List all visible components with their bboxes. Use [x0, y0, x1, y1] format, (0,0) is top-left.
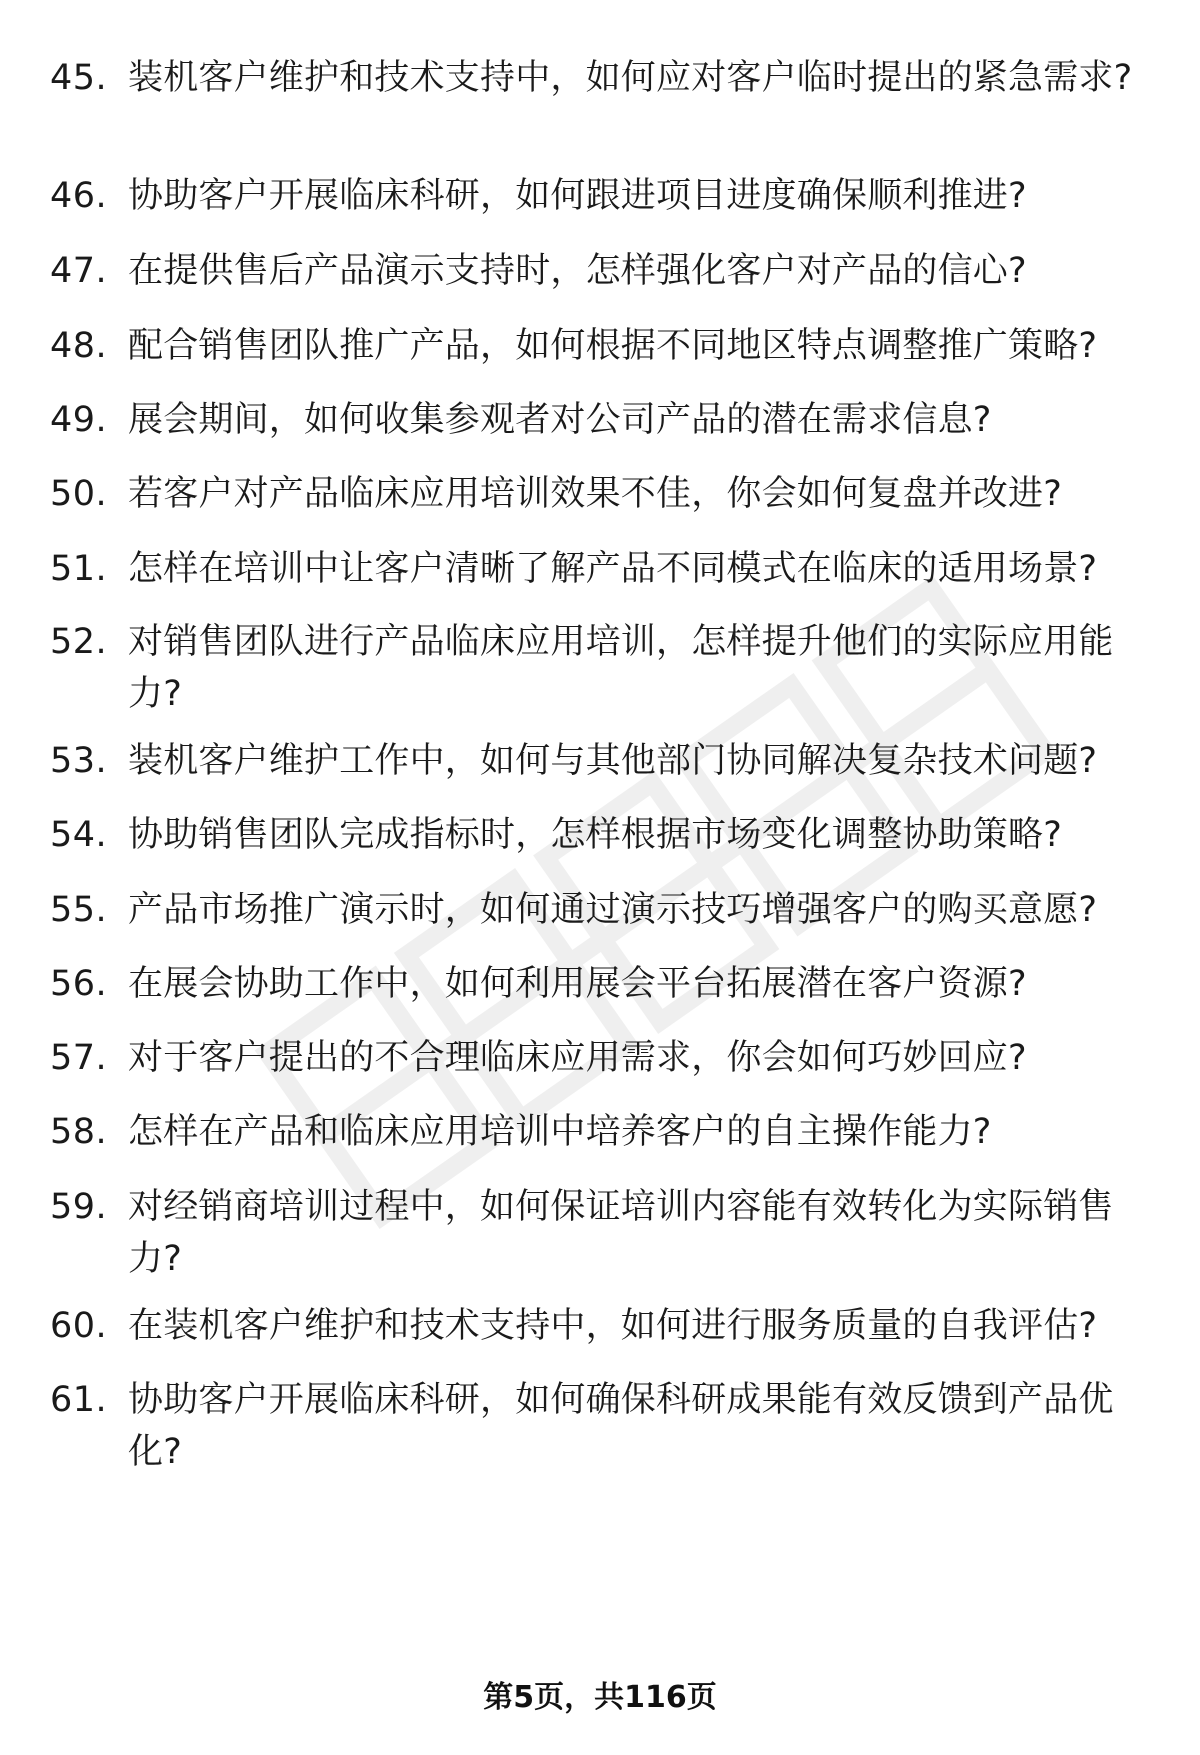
question-text: 在展会协助工作中，如何利用展会平台拓展潜在客户资源? — [128, 964, 1027, 1004]
question-number: 46. — [50, 176, 108, 216]
question-number: 49. — [50, 400, 108, 440]
question-text: 装机客户维护工作中，如何与其他部门协同解决复杂技术问题? — [128, 741, 1098, 781]
question-number: 53. — [50, 741, 108, 781]
question-text: 产品市场推广演示时，如何通过演示技巧增强客户的购买意愿? — [128, 890, 1098, 930]
question-number: 50. — [50, 474, 108, 514]
question-text: 协助销售团队完成指标时，怎样根据市场变化调整协助策略? — [128, 815, 1062, 855]
question-text: 在装机客户维护和技术支持中，如何进行服务质量的自我评估? — [128, 1306, 1098, 1346]
question-number: 54. — [50, 815, 108, 855]
question-number: 56. — [50, 964, 108, 1004]
question-text: 装机客户维护和技术支持中，如何应对客户临时提出的紧急需求? — [128, 58, 1133, 98]
question-number: 55. — [50, 890, 108, 930]
question-text: 若客户对产品临床应用培训效果不佳，你会如何复盘并改进? — [128, 474, 1062, 514]
question-text: 协助客户开展临床科研，如何跟进项目进度确保顺利推进? — [128, 176, 1027, 216]
question-number: 47. — [50, 251, 108, 291]
question-text: 对于客户提出的不合理临床应用需求，你会如何巧妙回应? — [128, 1038, 1027, 1078]
question-number: 52. — [50, 622, 108, 662]
question-text: 对经销商培训过程中，如何保证培训内容能有效转化为实际销售力? — [128, 1187, 1114, 1279]
question-number: 59. — [50, 1187, 108, 1227]
question-number: 58. — [50, 1112, 108, 1152]
question-text: 在提供售后产品演示支持时，怎样强化客户对产品的信心? — [128, 251, 1027, 291]
question-number: 61. — [50, 1380, 108, 1420]
question-number: 48. — [50, 326, 108, 366]
question-text: 怎样在产品和临床应用培训中培养客户的自主操作能力? — [128, 1112, 992, 1152]
question-number: 57. — [50, 1038, 108, 1078]
question-text: 对销售团队进行产品临床应用培训，怎样提升他们的实际应用能力? — [128, 622, 1114, 714]
question-text: 协助客户开展临床科研，如何确保科研成果能有效反馈到产品优化? — [128, 1380, 1114, 1472]
question-text: 怎样在培训中让客户清晰了解产品不同模式在临床的适用场景? — [128, 549, 1098, 589]
question-number: 51. — [50, 549, 108, 589]
question-text: 展会期间，如何收集参观者对公司产品的潜在需求信息? — [128, 400, 992, 440]
page-number-footer: 第5页，共116页 — [483, 1680, 717, 1715]
question-number: 60. — [50, 1306, 108, 1346]
question-text: 配合销售团队推广产品，如何根据不同地区特点调整推广策略? — [128, 326, 1098, 366]
question-number: 45. — [50, 58, 108, 98]
